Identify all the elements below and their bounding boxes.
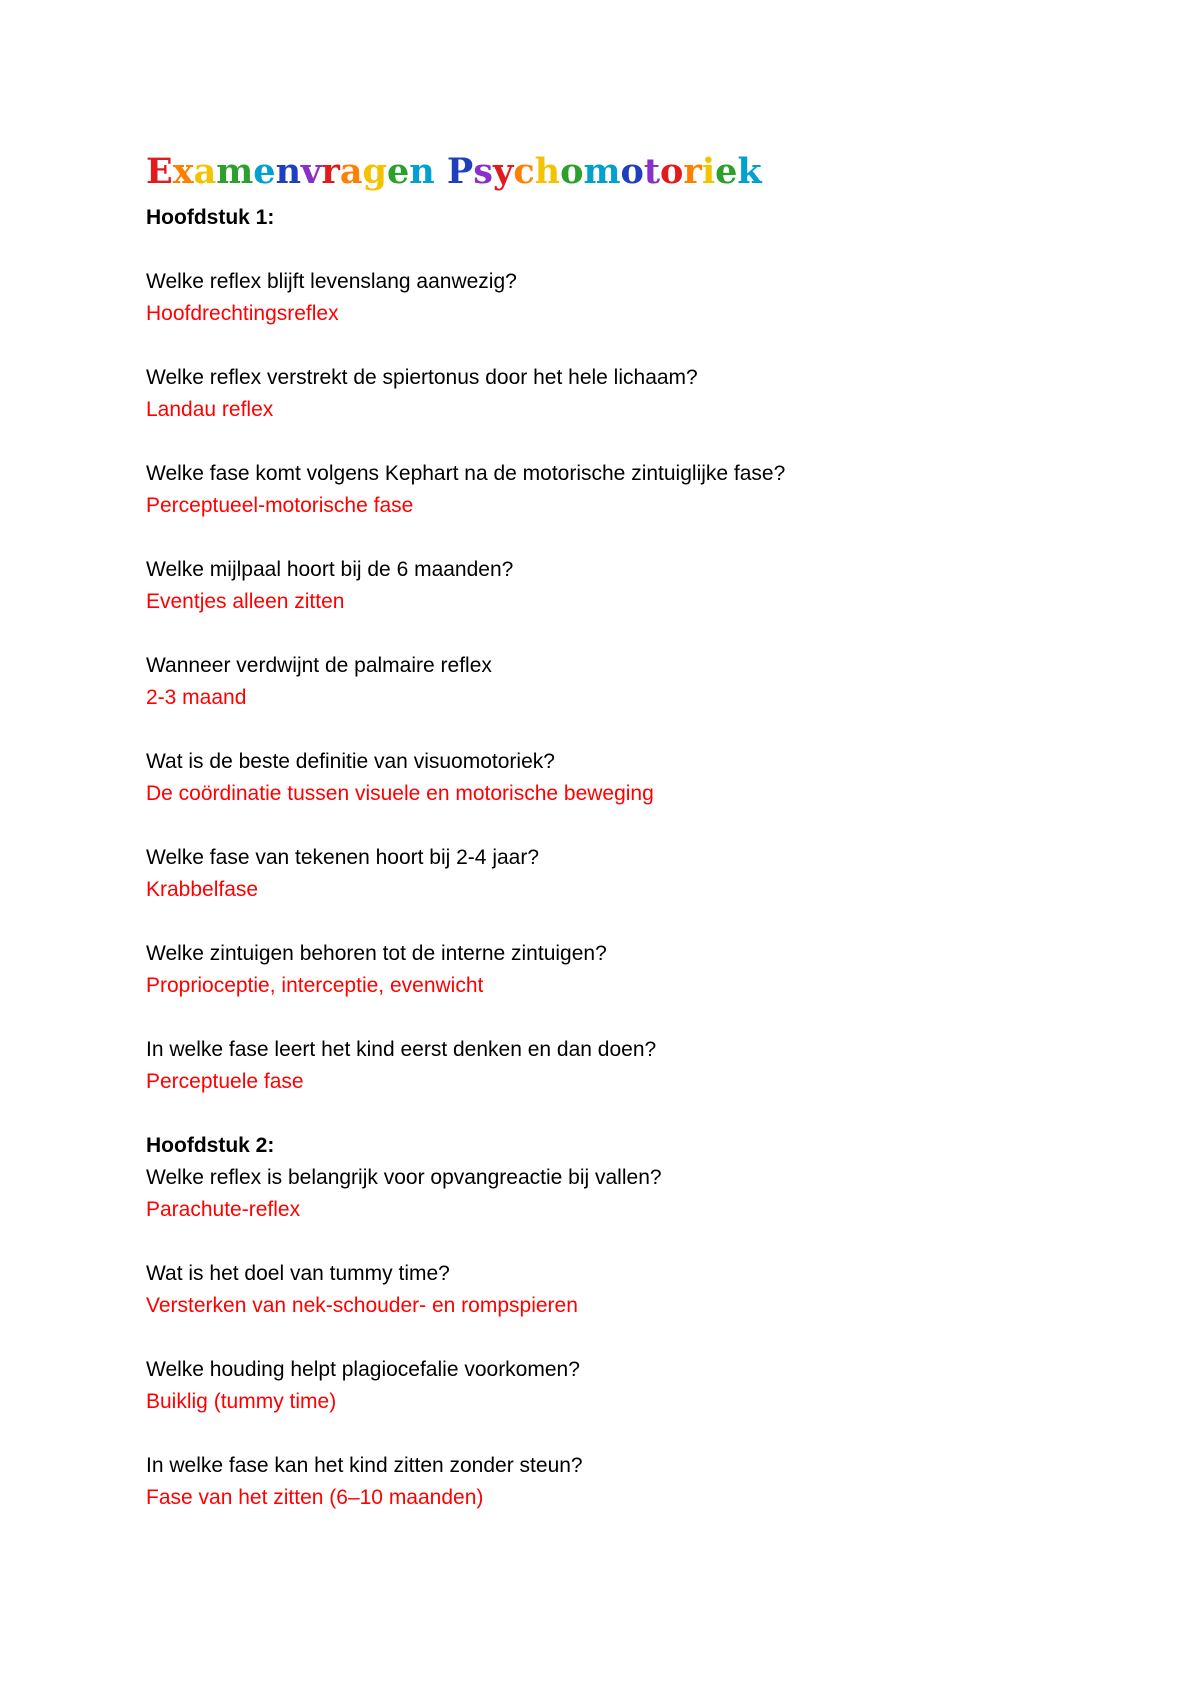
title-letter: n [275,151,302,192]
title-letter: g [362,151,387,192]
qa-item [146,362,1106,426]
qa-item [146,650,1106,714]
title-letter: m [216,151,254,192]
answer: Landau reflex [146,398,274,421]
title-letter: y [492,151,514,192]
document-page [146,150,1106,1514]
title-letter: i [701,151,716,192]
qa-item [146,842,1106,906]
title-letter: r [683,151,702,192]
title-letter: o [620,151,644,192]
title-letter [435,151,447,192]
title-letter: E [146,151,173,192]
chapter-heading: Hoofdstuk 1: [146,206,275,229]
title-letter: o [660,151,684,192]
qa-item [146,1162,1106,1226]
title-letter: c [513,151,535,192]
question: Welke reflex blijft levenslang aanwezig? [146,270,517,293]
title-letter: e [387,151,410,192]
title-letter: e [253,151,276,192]
qa-item [146,1258,1106,1322]
answer: Eventjes alleen zitten [146,590,345,613]
question: Welke fase komt volgens Kephart na de motorische zintuiglijke fase? [146,462,786,485]
question: Welke reflex verstrekt de spiertonus door het hele lichaam? [146,366,698,389]
answer: Versterken van nek-schouder- en rompspieren [146,1294,578,1317]
question: Welke houding helpt plagiocefalie voorkomen? [146,1358,580,1381]
title-letter: r [321,151,340,192]
question: Welke reflex is belangrijk voor opvangreactie bij vallen? [146,1166,662,1189]
chapter-2 [146,1130,1106,1514]
qa-item [146,266,1106,330]
title-letter: a [193,151,217,192]
qa-item [146,1354,1106,1418]
title-letter: h [534,151,561,192]
question: Welke mijlpaal hoort bij de 6 maanden? [146,558,514,581]
answer: Perceptueel-motorische fase [146,494,414,517]
answer: Fase van het zitten (6–10 maanden) [146,1486,484,1509]
answer: Hoofdrechtingsreflex [146,302,339,325]
answer: Buiklig (tummy time) [146,1390,337,1413]
question: Wat is de beste definitie van visuomotoriek? [146,750,555,773]
qa-item [146,1034,1106,1098]
answer: De coördinatie tussen visuele en motorische beweging [146,782,654,805]
answer: Proprioceptie, interceptie, evenwicht [146,974,484,997]
question: In welke fase leert het kind eerst denken en dan doen? [146,1038,657,1061]
title-letter: o [560,151,584,192]
title-letter: t [643,151,661,192]
title-letter: m [583,151,621,192]
title-letter: x [172,151,194,192]
title-letter: s [473,151,493,192]
qa-item [146,746,1106,810]
qa-item [146,938,1106,1002]
answer: Perceptuele fase [146,1070,304,1093]
title-letter: v [301,151,322,192]
chapter-1 [146,202,1106,1130]
question: In welke fase kan het kind zitten zonder steun? [146,1454,583,1477]
answer: Parachute-reflex [146,1198,301,1221]
question: Wanneer verdwijnt de palmaire reflex [146,654,492,677]
qa-item [146,554,1106,618]
document-title [146,150,1106,194]
question: Welke zintuigen behoren tot de interne zintuigen? [146,942,607,965]
chapter-heading: Hoofdstuk 2: [146,1134,275,1157]
question: Welke fase van tekenen hoort bij 2-4 jaar? [146,846,540,869]
qa-item [146,1450,1106,1514]
title-letter: n [409,151,435,192]
title-letter: k [737,151,762,192]
question: Wat is het doel van tummy time? [146,1262,450,1285]
title-letter: a [339,151,363,192]
answer: 2-3 maand [146,686,247,709]
title-letter: e [715,151,738,192]
qa-item [146,458,1106,522]
answer: Krabbelfase [146,878,259,901]
title-letter: P [446,151,474,192]
